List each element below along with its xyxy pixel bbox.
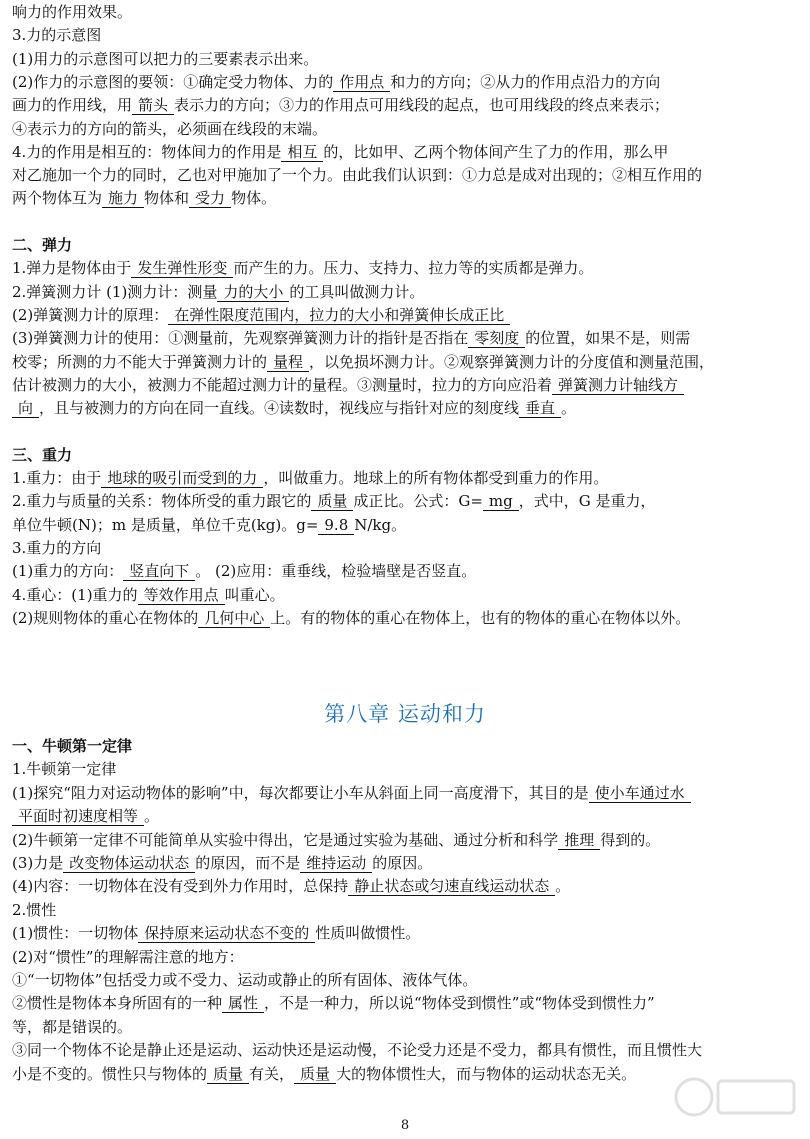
text-line: [12, 352, 802, 372]
text-line: [12, 2, 802, 22]
answer-blank: 作用点: [333, 73, 390, 92]
text-line: [12, 258, 802, 278]
text-run: 的位置，如果不是，则需: [525, 329, 691, 348]
text-line: [12, 1017, 802, 1037]
answer-blank: 在弹性限度范围内，拉力的大小和弹簧伸长成正比: [168, 306, 510, 325]
section-heading: 一、牛顿第一定律: [12, 737, 133, 755]
text-line: [12, 970, 802, 990]
section-heading: 二、弹力: [12, 236, 73, 254]
text-run: 的，比如甲、乙两个物体间产生了力的作用，那么甲: [323, 142, 669, 161]
text-run: 表示力的方向；③力的作用点可用线段的起点，也可用线段的终点来表示；: [174, 96, 670, 115]
text-run: 。 (2)应用：重垂线，检验墙壁是否竖直。: [195, 562, 477, 581]
answer-blank: 受力: [189, 189, 231, 208]
text-run: ②惯性是物体本身所固有的一种: [12, 994, 223, 1013]
text-line: [12, 72, 802, 92]
text-run: N/kg。: [354, 515, 407, 534]
text-line: [12, 900, 802, 920]
text-line: [12, 736, 802, 756]
text-run: 物体。: [231, 189, 277, 208]
text-run: ③同一个物体不论是静止还是运动、运动快还是运动慢，不论受力还是不受力，都具有惯性，而且惯性大: [12, 1041, 703, 1060]
text-run: (2)牛顿第一定律不可能简单从实验中得出，它是通过实验为基础、通过分析和科学: [12, 830, 559, 849]
text-run: 3.力的示意图: [12, 26, 102, 45]
answer-blank: 发生弹性形变: [131, 259, 233, 278]
text-run: ④表示力的方向的箭头，必须画在线段的末端。: [12, 119, 328, 138]
text-run: 响力的作用效果。: [12, 3, 133, 21]
text-line: [12, 783, 802, 803]
answer-blank: 垂直: [519, 399, 561, 418]
text-run: (3)力是: [12, 854, 64, 872]
answer-blank: 维持运动: [300, 854, 372, 873]
answer-blank: 零刻度: [468, 329, 525, 348]
text-run: 大的物体惯性大，而与物体的运动状态无关。: [336, 1064, 637, 1083]
text-run: (2)弹簧测力计的原理：: [12, 305, 169, 324]
answer-blank: 箭头: [132, 96, 174, 115]
text-line: [12, 142, 802, 162]
text-run: (4)内容：一切物体在没有受到外力作用时，总保持: [12, 877, 349, 896]
text-run: ，叫做重力。地球上的所有物体都受到重力的作用。: [263, 469, 609, 487]
text-run: 1.牛顿第一定律: [12, 760, 117, 779]
text-line: [12, 608, 802, 628]
text-run: ，不是一种力，所以说“物体受到惯性”或“物体受到惯性力”: [264, 994, 655, 1013]
text-run: 性质叫做惯性。: [315, 924, 421, 943]
text-run: (1)重力的方向：: [12, 562, 124, 581]
text-run: 对乙施加一个力的同时，乙也对甲施加了一个力。由此我们认识到：①力总是成对出现的；②相互作用的: [12, 166, 703, 185]
text-run: (2)对“惯性”的理解需注意的地方：: [12, 947, 244, 966]
text-run: 而产生的力。压力、支持力、拉力等的实质都是弹力。: [233, 259, 594, 278]
answer-blank: 使小车通过水: [589, 784, 691, 803]
text-run: 2.弹簧测力计 (1)测力计：测量: [12, 282, 218, 301]
text-line: [12, 806, 802, 826]
text-run: 两个物体互为: [12, 189, 103, 208]
text-line: [12, 165, 802, 185]
section-heading: 三、重力: [12, 445, 73, 464]
answer-blank: 改变物体运动状态: [63, 854, 195, 873]
text-line: [12, 515, 802, 535]
text-run: (1)惯性：一切物体: [12, 924, 139, 943]
text-line: [12, 235, 802, 255]
text-line: [12, 759, 802, 779]
text-run: 2.惯性: [12, 900, 57, 919]
text-line: [12, 282, 802, 302]
answer-blank: 地球的吸引而受到的力: [101, 469, 263, 488]
text-line: [12, 538, 802, 558]
answer-blank: 力的大小: [217, 283, 289, 302]
text-run: 4.力的作用是相互的：物体间力的作用是: [12, 142, 282, 161]
text-line: [12, 398, 802, 418]
text-line: [12, 993, 802, 1013]
text-run: 单位牛顿(N)；m 是质量，单位千克(kg)。g=: [12, 515, 319, 534]
text-run: 有关，: [249, 1064, 295, 1083]
text-line: [12, 491, 802, 511]
text-run: 成正比。公式：G=: [353, 492, 483, 511]
text-run: ，且与被测力的方向在同一直线。④读数时，视线应与指针对应的刻度线: [39, 399, 520, 418]
answer-blank: 9.8: [318, 516, 354, 535]
chapter-title: 第八章 运动和力: [324, 702, 486, 726]
text-run: 物体和: [144, 189, 190, 208]
text-run: 的工具叫做测力计。: [289, 282, 425, 301]
text-line: [12, 49, 802, 69]
text-run: 叫重心。: [224, 585, 285, 604]
text-run: 。: [561, 399, 577, 418]
text-run: 1.弹力是物体由于: [12, 259, 132, 278]
answer-blank: 属性: [222, 994, 264, 1013]
text-run: 校零；所测的力不能大于弹簧测力计的: [12, 352, 268, 371]
text-run: 的原因。: [372, 854, 433, 872]
watermark-logo-icon: [672, 1071, 802, 1131]
text-run: 上。有的物体的重心在物体上，也有的物体的重心在物体以外。: [270, 608, 691, 627]
text-line: [12, 375, 802, 395]
text-line: [12, 876, 802, 896]
text-run: 小是不变的。惯性只与物体的: [12, 1064, 208, 1083]
answer-blank: 施力: [102, 189, 144, 208]
answer-blank: 竖直向下: [123, 562, 195, 581]
answer-blank: 量程: [267, 353, 309, 372]
text-line: [12, 585, 802, 605]
text-line: [12, 947, 802, 967]
answer-blank: 推理: [558, 831, 600, 850]
text-run: ，式中，G 是重力，: [518, 492, 656, 511]
answer-blank: 等效作用点: [138, 586, 225, 605]
text-run: 1.重力：由于: [12, 469, 102, 487]
text-run: (1)用力的示意图可以把力的三要素表示出来。: [12, 49, 319, 68]
text-run: 。: [144, 807, 160, 826]
answer-blank: 质量: [207, 1065, 249, 1084]
text-run: 画力的作用线，用: [12, 96, 133, 115]
text-line: [12, 853, 802, 873]
answer-blank: 几何中心: [198, 609, 270, 628]
text-line: [12, 561, 802, 581]
page-number: 8: [400, 1118, 410, 1133]
text-run: 和力的方向；②从力的作用点沿力的方向: [390, 72, 661, 91]
answer-blank: 质量: [294, 1065, 336, 1084]
answer-blank: 保持原来运动状态不变的: [138, 924, 315, 943]
text-line: [12, 1040, 802, 1060]
answer-blank: 向: [12, 399, 39, 418]
text-line: [12, 923, 802, 943]
text-line: [12, 445, 802, 465]
text-run: 等，都是错误的。: [12, 1017, 133, 1036]
answer-blank: 平面时初速度相等: [12, 807, 144, 826]
text-run: (2)规则物体的重心在物体的: [12, 608, 199, 627]
text-line: [12, 25, 802, 45]
text-run: ①“一切物体”包括受力或不受力、运动或静止的所有固体、液体气体。: [12, 971, 478, 989]
text-run: ，以免损坏测力计。②观察弹簧测力计的分度值和测量范围，: [309, 352, 715, 371]
text-line: [12, 468, 802, 488]
text-line: [12, 830, 802, 850]
answer-blank: 相互: [281, 143, 323, 162]
text-run: 2.重力与质量的关系：物体所受的重力跟它的: [12, 492, 312, 511]
text-run: 3.重力的方向: [12, 538, 102, 557]
answer-blank: mg: [483, 492, 519, 511]
answer-blank: 质量: [311, 492, 353, 511]
text-run: 的原因，而不是: [195, 854, 301, 872]
text-run: (2)作力的示意图的要领：①确定受力物体、力的: [12, 72, 334, 91]
text-run: 得到的。: [600, 830, 661, 849]
text-line: [12, 119, 802, 139]
text-run: 4.重心：(1)重力的: [12, 585, 138, 604]
text-run: 估计被测力的大小，被测力不能超过测力计的量程。③测量时，拉力的方向应沿着: [12, 375, 553, 394]
text-line: [12, 95, 802, 115]
text-run: (1)探究“阻力对运动物体的影响”中，每次都要让小车从斜面上同一高度滑下，其目的是: [12, 783, 589, 802]
answer-blank: 静止状态或匀速直线运动状态: [348, 877, 555, 896]
text-line: [12, 188, 802, 208]
text-run: (3)弹簧测力计的使用：①测量前，先观察弹簧测力计的指针是否指在: [12, 329, 469, 348]
text-line: [12, 328, 802, 348]
text-run: 。: [555, 877, 571, 896]
text-line: [12, 305, 802, 325]
answer-blank: 弹簧测力计轴线方: [552, 376, 684, 395]
